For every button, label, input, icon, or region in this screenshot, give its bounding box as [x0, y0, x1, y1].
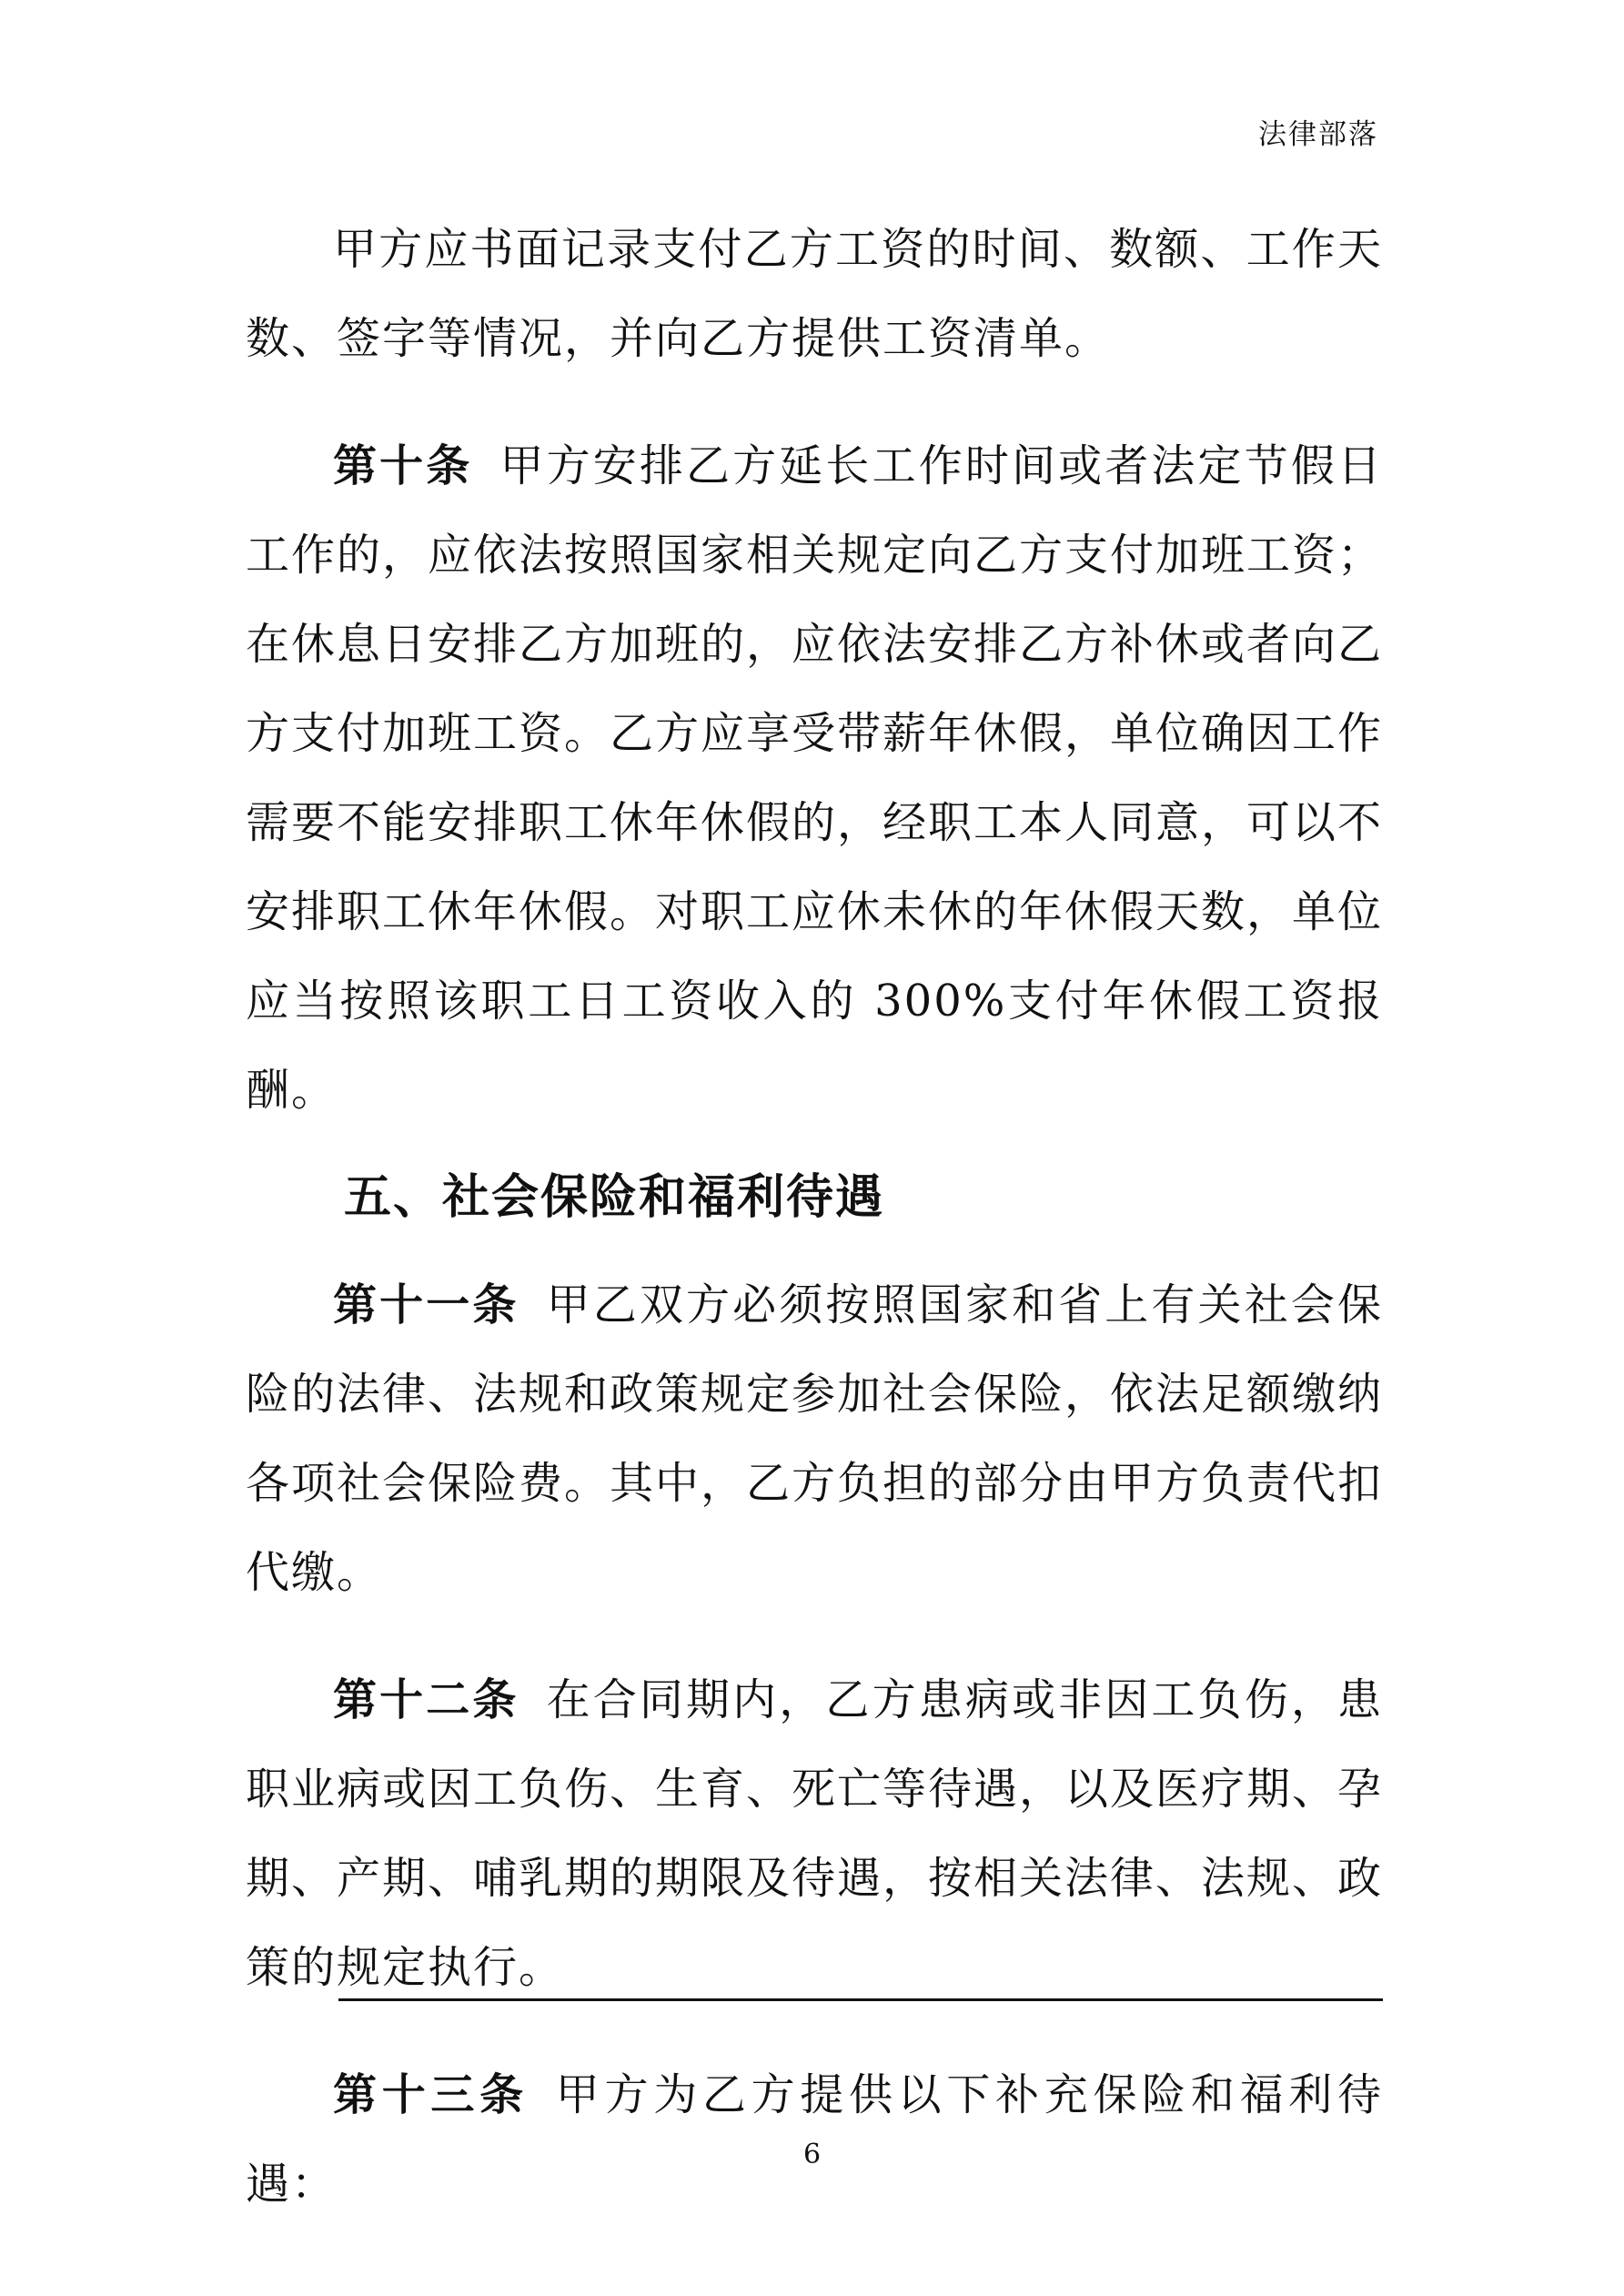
article-10-text: 甲方安排乙方延长工作时间或者法定节假日工作的，应依法按照国家相关规定向乙方支付加班工资；在休息日安排乙方加班的，应依法安排乙方补休或者向乙方支付加班工资。乙方应享受带薪年休假，单位确因工作需要不能安排职工休年休假的，经职工本人同意，可以不安排职工休年休假。对职工应休未休的年休假天数，单位应当按照该职工日工资收入的 300%支付年休假工资报酬。: [246, 440, 1384, 1116]
article-11: [246, 1260, 1383, 1617]
article-12: [246, 1655, 1383, 2012]
header-source-label: 法律部落: [1258, 118, 1378, 151]
blank-fill-line: [338, 1998, 1383, 2001]
page-number: 6: [802, 2139, 822, 2170]
article-11-text: 甲乙双方必须按照国家和省上有关社会保险的法律、法规和政策规定参加社会保险，依法足额缴纳各项社会保险费。其中，乙方负担的部分由甲方负责代扣代缴。: [246, 1279, 1384, 1598]
article-13-text: 甲方为乙方提供以下补充保险和福利待遇：: [246, 2069, 1383, 2210]
article-12-label: 第十二条: [333, 1674, 519, 1725]
section-heading-social-insurance: 五、社会保险和福利待遇: [344, 1170, 885, 1225]
article-12-text: 在合同期内，乙方患病或非因工负伤，患职业病或因工负伤、生育、死亡等待遇，以及医疗期、孕期、产期、哺乳期的期限及待遇，按相关法律、法规、政策的规定执行。: [246, 1674, 1384, 1993]
article-11-label: 第十一条: [333, 1279, 519, 1330]
article-10-label: 第十条: [333, 440, 473, 491]
paragraph-wage-records: 甲方应书面记录支付乙方工资的时间、数额、工作天数、签字等情况，并向乙方提供工资清单。: [246, 224, 1383, 364]
article-10: [246, 421, 1383, 1135]
document-body: [246, 205, 1383, 2229]
article-13-label: 第十三条: [333, 2069, 529, 2120]
